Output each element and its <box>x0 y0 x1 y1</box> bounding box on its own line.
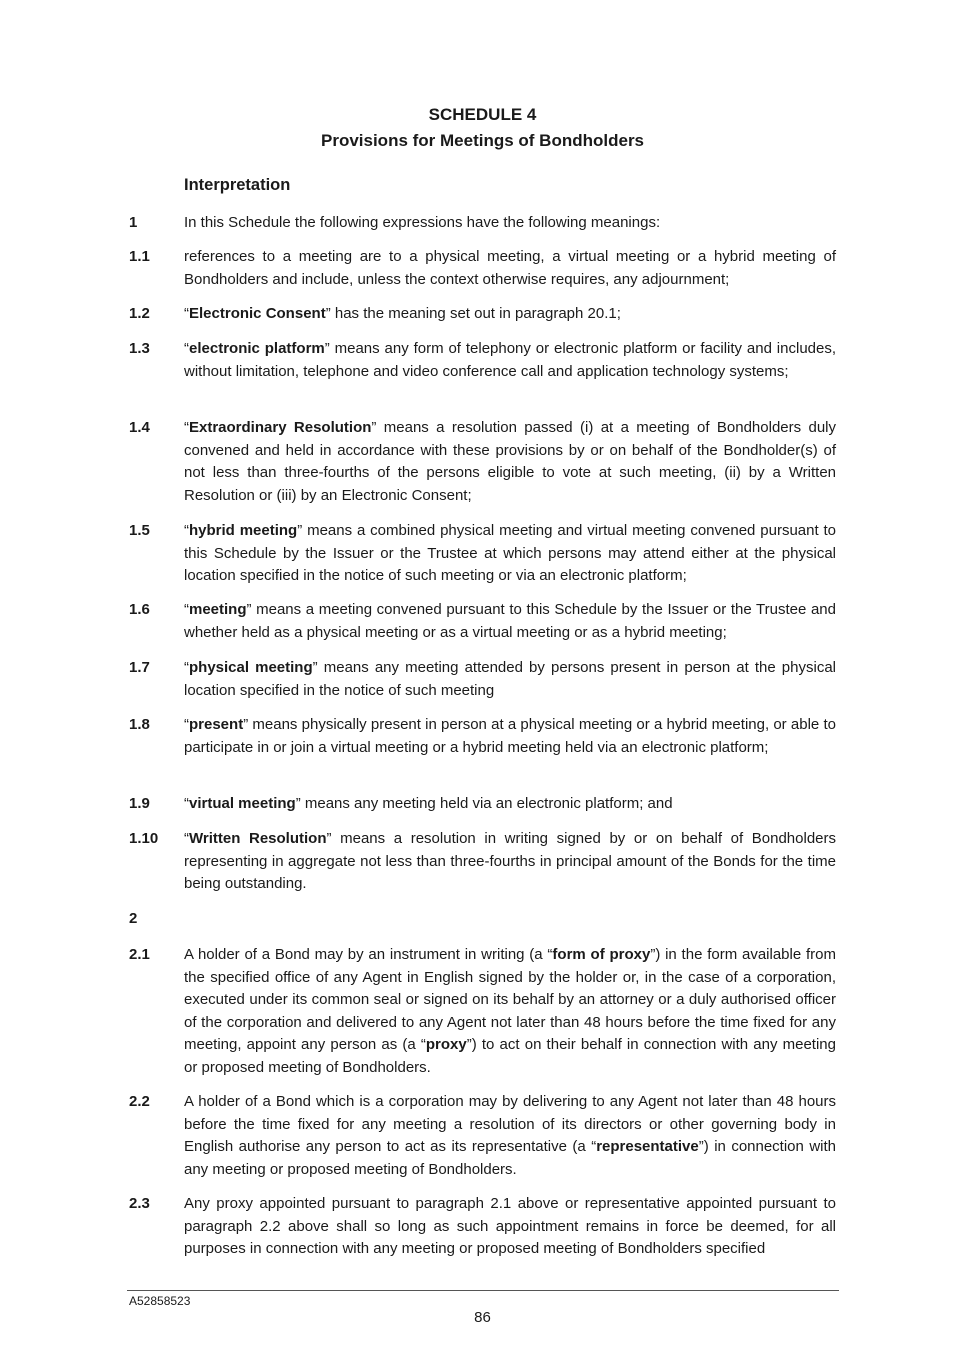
schedule-subtitle: Provisions for Meetings of Bondholders <box>320 131 645 150</box>
defined-term: Electronic Consent <box>189 305 326 322</box>
defined-term: virtual meeting <box>189 795 296 812</box>
clause-number: 2.2 <box>129 1093 150 1110</box>
page-number: 86 <box>474 1309 491 1326</box>
clause-number: 1.4 <box>129 419 150 436</box>
clause-text: A holder of a Bond may by an instrument in writing (a “form of proxy”) in the form available from the specified office of any Agent in English signed by the holder or, in the case of a corporation, executed under its common seal or signed on its behalf by an attorney or a duly authorised officer of the corporation and delivered to any Agent not later than 48 hours before the time fixed for any meeting, appoint any person as (a “proxy”) to act on their behalf in connection with any meeting or proposed meeting of Bondholders. <box>184 946 836 1076</box>
defined-term: representative <box>596 1138 699 1156</box>
clause-number: 1.6 <box>129 601 150 618</box>
clause-number: 1.9 <box>129 795 150 812</box>
clause-text: “Electronic Consent” has the meaning set out in paragraph 20.1; <box>184 305 621 322</box>
clause-text: “virtual meeting” means any meeting held via an electronic platform; and <box>184 795 673 812</box>
clause-number: 1.8 <box>129 716 150 733</box>
clause-text: In this Schedule the following expressions have the following meanings: <box>184 214 661 231</box>
defined-term: proxy <box>425 1036 467 1054</box>
clause-number: 2 <box>129 910 138 927</box>
section-heading: Interpretation <box>184 176 291 194</box>
defined-term: hybrid meeting <box>189 522 298 539</box>
clause-text: A holder of a Bond which is a corporation may by delivering to any Agent not later than 48 hours before the time fixed for any meeting a resolution of its directors or other governing body in English authorise any person to act as its representative (a “representative”) in connection with any meeting or proposed meeting of Bondholders. <box>184 1093 836 1178</box>
clause-number: 1.5 <box>129 522 150 539</box>
clause-text: “electronic platform” means any form of telephony or electronic platform or facility and includes, without limitation, telephone and video conference call and application technology systems; <box>184 340 837 380</box>
clause-number: 1.7 <box>129 659 150 676</box>
defined-term: meeting <box>189 601 247 618</box>
defined-term: present <box>189 716 244 733</box>
clause-number: 1.2 <box>129 305 150 322</box>
clause-text: Any proxy appointed pursuant to paragraph 2.1 above or representative appointed pursuant to paragraph 2.2 above shall so long as such appointment remains in force be deemed, for all purposes in connection with any meeting or proposed meeting of Bondholders specified <box>184 1195 836 1258</box>
clause-text: “meeting” means a meeting convened pursuant to this Schedule by the Issuer or the Trustee and whether held as a physical meeting or as a virtual meeting or as a hybrid meeting; <box>184 601 836 641</box>
footer-divider <box>127 1290 839 1291</box>
schedule-title: SCHEDULE 4 <box>428 105 537 124</box>
clause-number: 1.3 <box>129 340 150 357</box>
defined-term: physical meeting <box>189 659 313 676</box>
clause-number: 2.3 <box>129 1195 150 1212</box>
clause-text: “Written Resolution” means a resolution in writing signed by or on behalf of Bondholders representing in aggregate not less than three-fourths in principal amount of the Bonds for the time being outstanding. <box>184 830 836 893</box>
defined-term: Written Resolution <box>189 830 327 847</box>
clause-number: 1.10 <box>129 830 159 847</box>
defined-term: Extraordinary Resolution <box>189 419 372 436</box>
clause-number: 2.1 <box>129 946 150 963</box>
defined-term: form of proxy <box>552 946 651 963</box>
clause-number: 1 <box>129 214 138 231</box>
clause-text: references to a meeting are to a physical meeting, a virtual meeting or a hybrid meeting of Bondholders and include, unless the context otherwise requires, any adjournment; <box>184 248 836 288</box>
clause-text: “present” means physically present in person at a physical meeting or a hybrid meeting, or able to participate in or join a virtual meeting or a hybrid meeting held via an electronic platform; <box>184 716 836 756</box>
clause-text: “physical meeting” means any meeting attended by persons present in person at the physical location specified in the notice of such meeting <box>184 659 836 699</box>
clause-number: 1.1 <box>129 248 150 265</box>
clause-text: “Extraordinary Resolution” means a resolution passed (i) at a meeting of Bondholders duly convened and held in accordance with these provisions by or on behalf of the Bondholder(s) of not less than three-fourths of the persons eligible to vote at such meeting, (ii) by a Written Resolution or (iii) by an Electronic Consent; <box>184 419 837 504</box>
document-reference: A52858523 <box>129 1294 191 1308</box>
defined-term: electronic platform <box>189 340 325 357</box>
clause-text: “hybrid meeting” means a combined physical meeting and virtual meeting convened pursuant to this Schedule by the Issuer or the Trustee at which persons may attend either at the physical location specified in the notice of such meeting or via an electronic platform; <box>184 522 837 585</box>
